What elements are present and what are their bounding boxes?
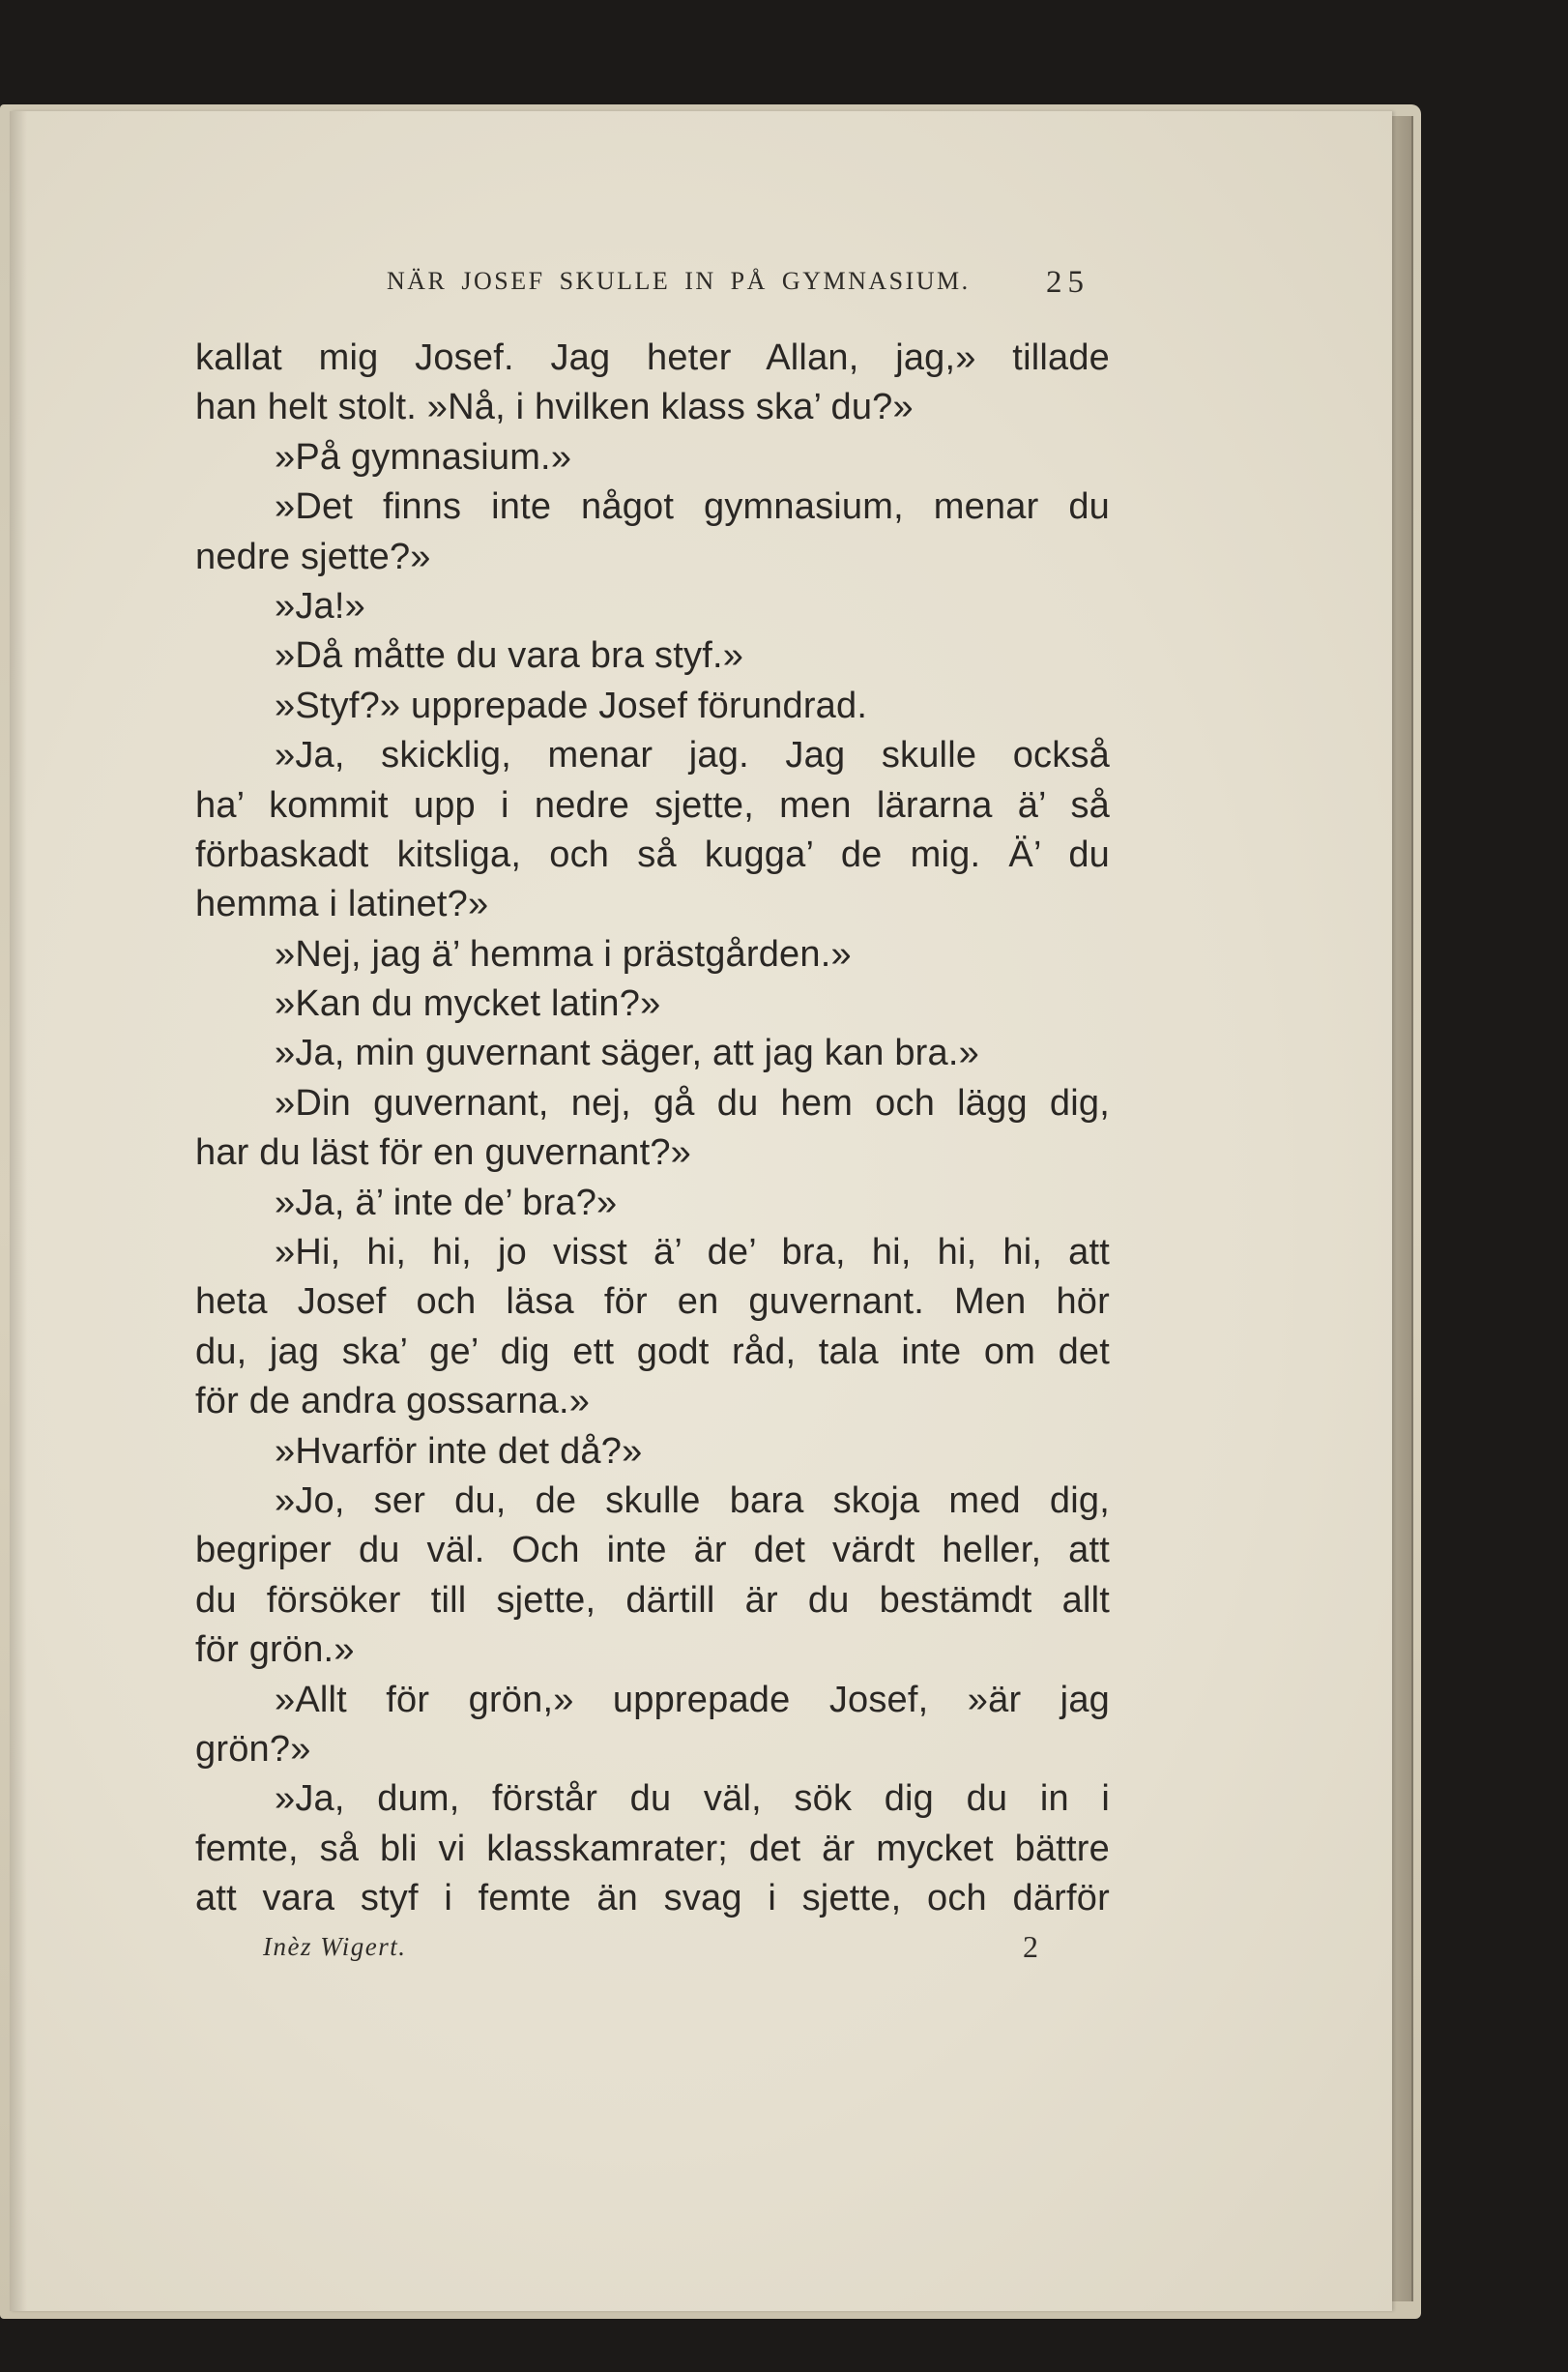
text-line: »Hvarför inte det då?» (275, 1430, 643, 1472)
text-line: »Ja, dum, förstår du väl, sök dig du in i (275, 1778, 1110, 1820)
running-title: NÄR JOSEF SKULLE IN PÅ GYMNASIUM. (387, 267, 971, 295)
text-line: »Nej, jag ä’ hemma i prästgården.» (275, 933, 852, 975)
text-line: hemma i latinet?» (195, 884, 489, 925)
text-line: »Styf?» upprepade Josef förundrad. (275, 685, 868, 726)
text-line: »Jo, ser du, de skulle bara skoja med dig, (275, 1479, 1110, 1521)
text-line: du försöker till sjette, därtill är du bestämdt allt (195, 1579, 1110, 1621)
text-line: har du läst för en guvernant?» (195, 1132, 692, 1174)
author-signature: Inèz Wigert. (263, 1932, 407, 1961)
page-number: 25 (1046, 265, 1089, 300)
text-line: »Ja, skicklig, menar jag. Jag skulle också (275, 735, 1110, 776)
text-line: »Din guvernant, nej, gå du hem och lägg dig, (275, 1082, 1110, 1124)
text-line: »Då måtte du vara bra styf.» (275, 635, 744, 677)
text-line: »Allt för grön,» upprepade Josef, »är jag (275, 1679, 1110, 1720)
body-text (195, 334, 1110, 1924)
text-line: att vara styf i femte än svag i sjette, och därför (195, 1878, 1110, 1919)
text-line: »Ja!» (275, 585, 365, 627)
text-line: »På gymnasium.» (275, 436, 572, 478)
text-line: ha’ kommit upp i nedre sjette, men lärarna ä’ så (195, 784, 1110, 826)
sheet-number: 2 (1023, 1929, 1038, 1964)
text-line: »Ja, ä’ inte de’ bra?» (275, 1182, 618, 1223)
text-line: »Hi, hi, hi, jo visst ä’ de’ bra, hi, hi, hi, att (275, 1232, 1110, 1274)
text-line: för de andra gossarna.» (195, 1381, 591, 1422)
text-line: han helt stolt. »Nå, i hvilken klass ska’ du?» (195, 387, 914, 428)
text-line: »Ja, min guvernant säger, att jag kan bra.» (275, 1033, 979, 1074)
text-line: femte, så bli vi klasskamrater; det är mycket bättre (195, 1828, 1110, 1869)
text-line: förbaskadt kitsliga, och så kugga’ de mig. Ä’ du (195, 834, 1110, 875)
text-line: begriper du väl. Och inte är det värdt heller, att (195, 1530, 1110, 1571)
text-line: nedre sjette?» (195, 536, 431, 577)
text-line: kallat mig Josef. Jag heter Allan, jag,» tillade (195, 337, 1110, 378)
text-line: »Kan du mycket latin?» (275, 983, 661, 1025)
text-line: för grön.» (195, 1629, 355, 1671)
text-line: »Det finns inte något gymnasium, menar du (275, 486, 1110, 528)
running-head (0, 267, 1568, 306)
text-line: heta Josef och läsa för en guvernant. Men hör (195, 1281, 1110, 1323)
text-line: du, jag ska’ ge’ dig ett godt råd, tala inte om det (195, 1331, 1110, 1372)
text-line: grön?» (195, 1728, 311, 1770)
